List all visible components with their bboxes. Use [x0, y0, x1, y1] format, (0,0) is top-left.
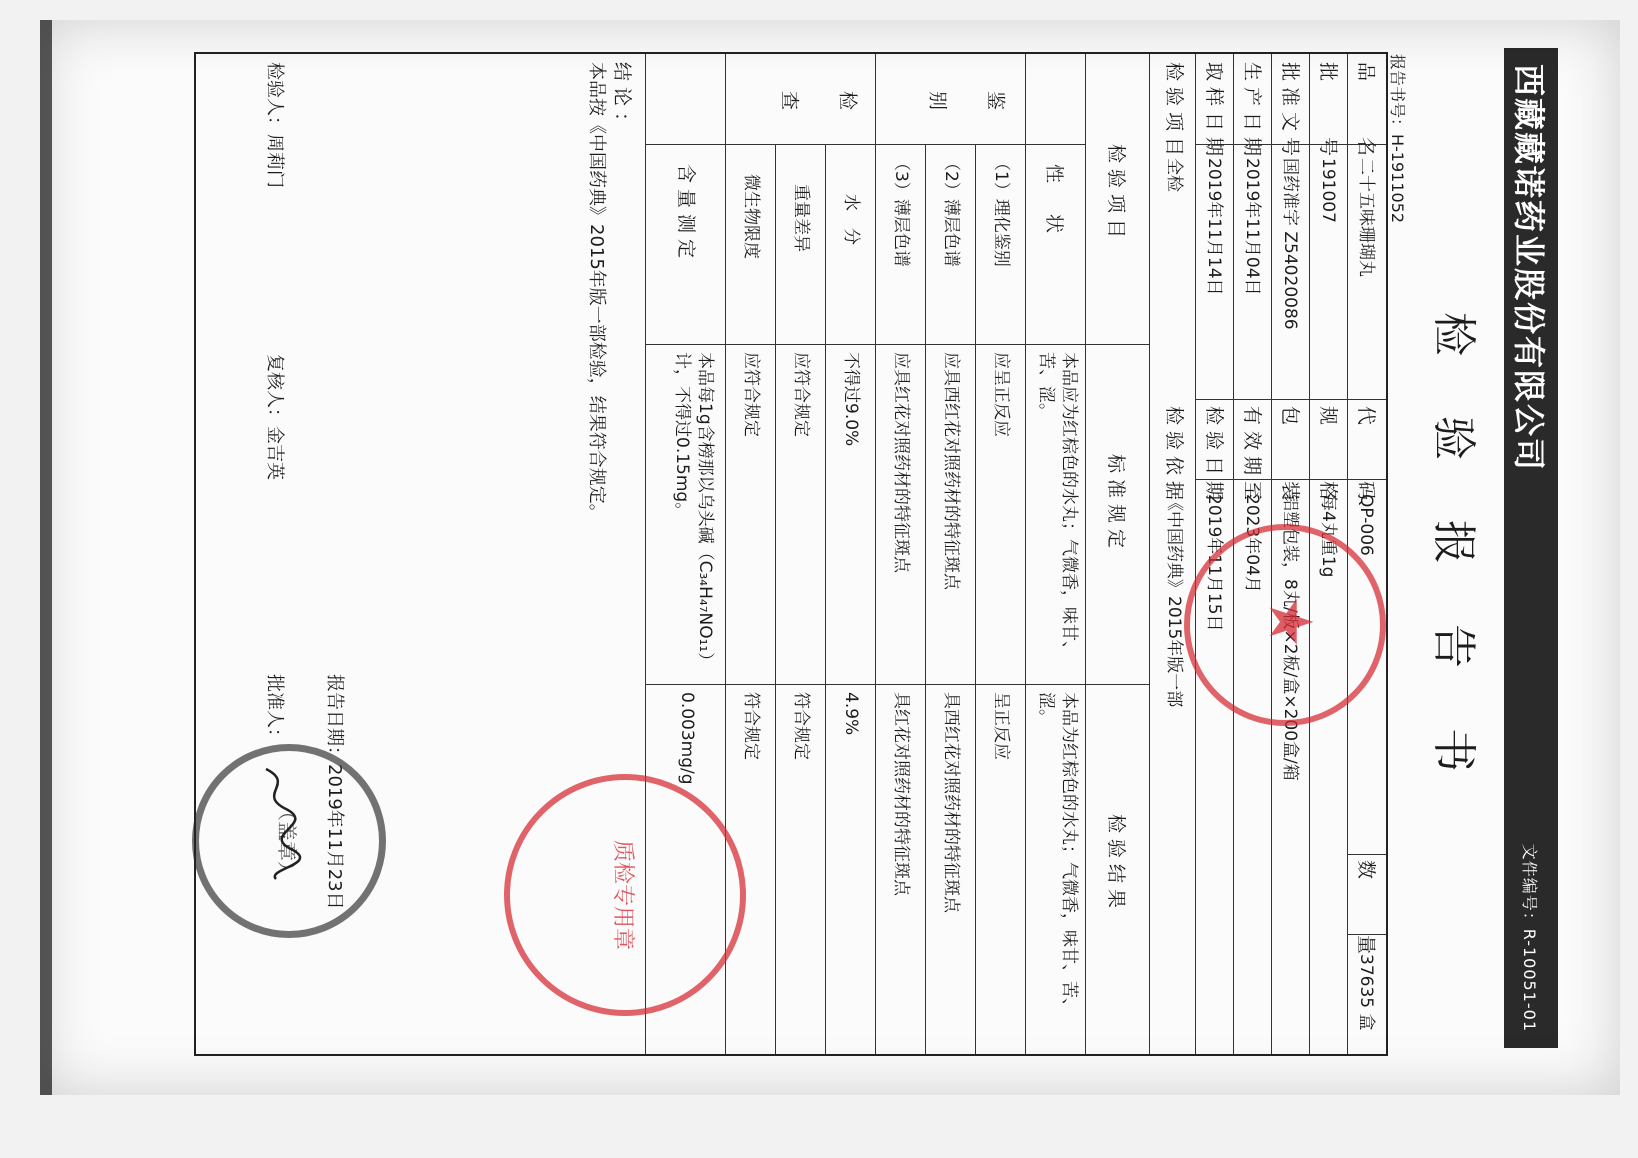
sub-weight-variation: 重量差异: [791, 184, 811, 252]
standard-assay: 本品每1g含榜那以乌头碱（C₃₄H₄₇NO₁₁）计，不得过0.15mg。: [672, 352, 715, 670]
test-date: 2019年11月15日: [1204, 494, 1224, 632]
scanned-page: [40, 20, 1620, 1095]
column-standard: 标准规定: [1105, 454, 1127, 555]
group-identification: 鉴 别: [919, 88, 1006, 110]
document-number: 文件编号：R-10051-01: [1520, 843, 1540, 1032]
column-test-item: 检验项目: [1105, 144, 1127, 245]
code-label: 代 码: [1355, 406, 1377, 507]
specification: 每4丸重1g: [1318, 494, 1338, 578]
result-weight-variation: 符合规定: [791, 692, 811, 760]
group-appearance: 性 状: [1043, 164, 1065, 240]
batch-number: 191007: [1318, 158, 1338, 223]
report-title: 检验报告书: [1428, 312, 1479, 832]
result-appearance: 本品为红棕色的水丸；气微香，味甘、苦、涩。: [1036, 692, 1079, 1015]
red-seal-top: [1184, 524, 1386, 726]
standard-microbial-limit: 应符合规定: [741, 352, 761, 437]
report-number: 报告书号：H-1911052: [1388, 54, 1407, 224]
sub-moisture: 水 分: [841, 194, 861, 245]
product-name: 二十五味珊瑚丸: [1356, 158, 1376, 277]
standard-tlc-2: 应具红花对照药材的特征斑点: [891, 352, 911, 573]
reviewer: 复核人：金吉英: [264, 354, 285, 480]
group-inspection: 检 查: [771, 88, 858, 110]
company-seal-text: （盖章）: [275, 801, 300, 881]
result-tlc-2: 具红花对照药材的特征斑点: [891, 692, 911, 896]
sub-tlc-2: （3）薄层色谱: [891, 154, 911, 267]
approver: 批准人：: [264, 674, 285, 746]
sub-tlc-1: （2）薄层色谱: [941, 154, 961, 267]
batch-label: 批 号: [1317, 62, 1339, 163]
sub-microbial-limit: 微生物限度: [741, 174, 761, 259]
quality-seal: [504, 774, 746, 1016]
approval-label: 批准文号: [1279, 62, 1301, 163]
conclusion-text: 本品按《中国药典》2015年版一部检验，结果符合规定。: [586, 62, 607, 522]
group-assay: 含量测定: [675, 164, 697, 265]
report-table: [194, 52, 1388, 1056]
result-assay: 0.003mg/g: [677, 692, 697, 785]
company-name: 西藏藏诺药业股份有限公司: [1510, 64, 1548, 473]
report-date: 报告日期：2019年11月23日: [324, 674, 345, 910]
spec-label: 规 格: [1317, 406, 1339, 507]
expiry-date: 2023年04月: [1242, 494, 1262, 593]
company-seal: [192, 744, 386, 938]
result-microbial-limit: 符合规定: [741, 692, 761, 760]
standard-moisture: 不得过9.0%: [841, 352, 861, 447]
package-label: 包 装: [1279, 406, 1301, 507]
production-date: 2019年11月04日: [1242, 158, 1262, 296]
product-name-label: 品 名: [1355, 62, 1377, 163]
test-items: 全检: [1164, 158, 1184, 192]
sub-physicochemical: （1）理化鉴别: [991, 154, 1011, 267]
test-basis: 《中国药典》2015年版一部: [1164, 494, 1184, 708]
production-date-label: 生产日期: [1241, 62, 1263, 163]
product-code: QP-006: [1356, 494, 1376, 556]
basis-label: 检验依据: [1163, 406, 1185, 507]
test-items-label: 检验项目: [1163, 62, 1185, 163]
inspector: 检验人：周莉门: [264, 62, 285, 188]
quantity: 37635 盒: [1356, 954, 1376, 1031]
sampling-date-label: 取样日期: [1203, 62, 1225, 163]
company-header-bar: [1504, 48, 1558, 1048]
standard-weight-variation: 应符合规定: [791, 352, 811, 437]
result-physicochemical: 呈正反应: [991, 692, 1011, 760]
column-result: 检验结果: [1105, 814, 1127, 915]
standard-physicochemical: 应呈正反应: [991, 352, 1011, 437]
conclusion-label: 结论：: [611, 62, 633, 138]
seal-star-icon: ★: [1255, 595, 1325, 649]
result-moisture: 4.9%: [841, 692, 861, 736]
scan-edge: [40, 20, 52, 1095]
expiry-label: 有效期至: [1241, 406, 1263, 507]
inspection-report: [100, 42, 1560, 1072]
sampling-date: 2019年11月14日: [1204, 158, 1224, 296]
result-tlc-1: 具西红花对照药材的特征斑点: [941, 692, 961, 913]
test-date-label: 检验日期: [1203, 406, 1225, 507]
quantity-label: 数 量: [1355, 860, 1377, 961]
approval-number: 国药准字 Z54020086: [1280, 158, 1300, 330]
standard-appearance: 本品应为红棕色的水丸；气微香，味甘、苦、涩。: [1036, 352, 1079, 658]
quality-seal-text: 质检专用章: [610, 839, 636, 950]
packaging: 铝塑包装，8丸/板×2板/盒×200盒/箱: [1280, 494, 1300, 781]
standard-tlc-1: 应具西红花对照药材的特征斑点: [941, 352, 961, 590]
